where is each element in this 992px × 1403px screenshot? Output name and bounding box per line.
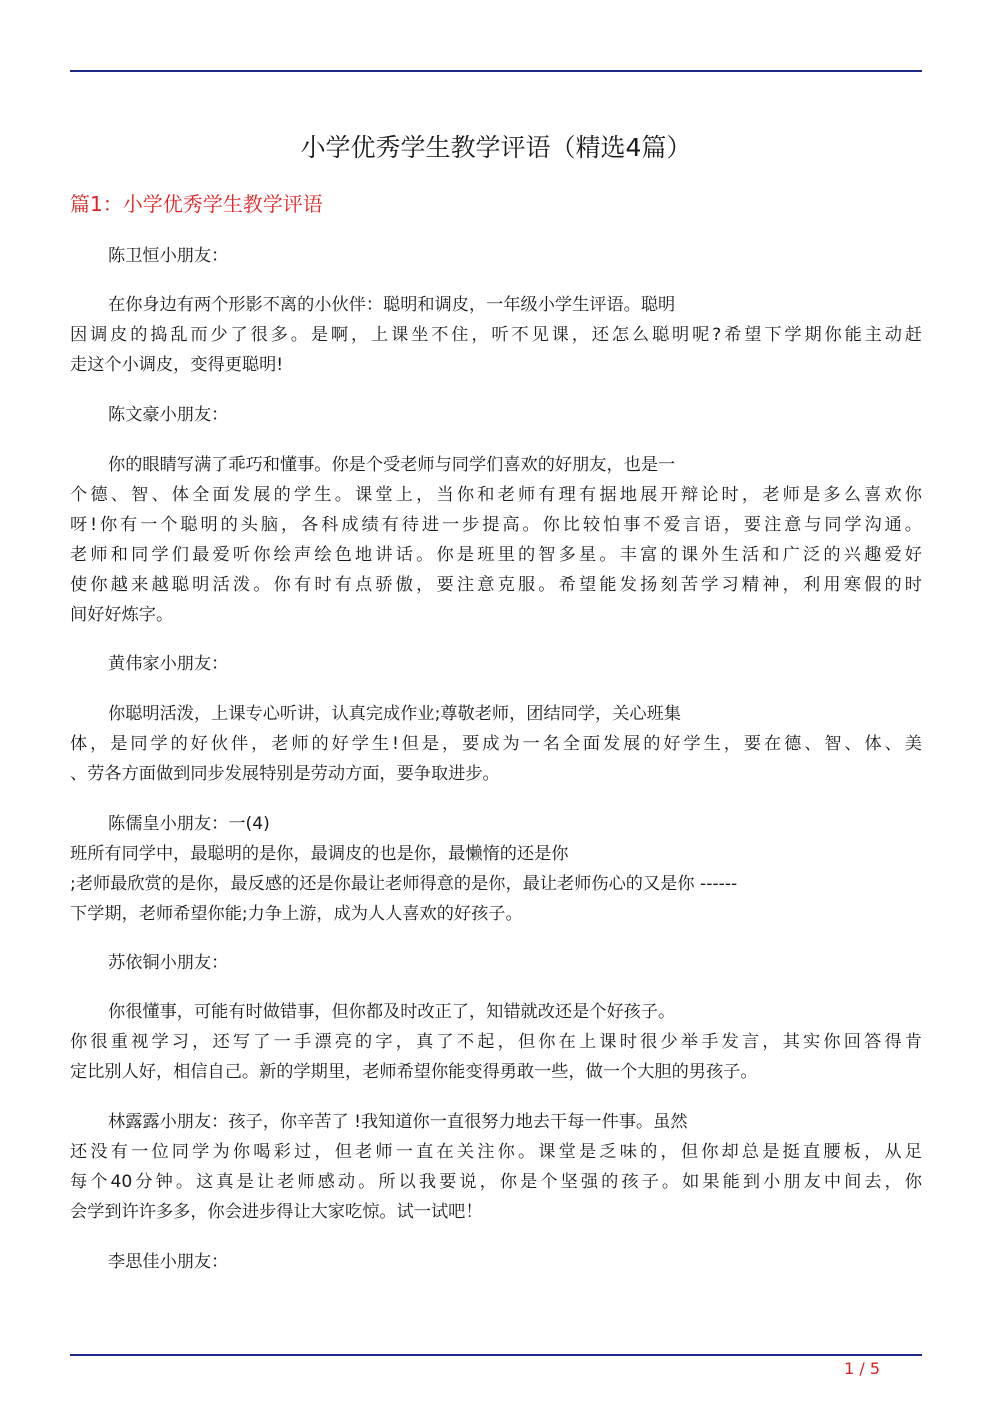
text-line: 体，是同学的好伙伴，老师的好学生!但是，要成为一名全面发展的好学生，要在德、智、体、美 <box>70 734 922 754</box>
text-line: 你很懂事，可能有时做错事，但你都及时改正了，知错就改还是个好孩子。 <box>108 1002 676 1022</box>
paragraph <box>70 400 922 430</box>
text-line: 还没有一位同学为你喝彩过，但老师一直在关注你。课堂是乏味的，但你却总是挺直腰板，从足 <box>70 1142 922 1162</box>
text-line: 陈儒皇小朋友：一(4) <box>108 814 270 834</box>
body-text <box>70 241 922 271</box>
text-line: 李思佳小朋友： <box>108 1252 229 1272</box>
paragraph <box>70 290 922 380</box>
text-line: 因调皮的捣乱而少了很多。是啊，上课坐不住，听不见课，还怎么聪明呢?希望下学期你能主动赶 <box>70 325 922 345</box>
body-text <box>70 1247 922 1277</box>
paragraph <box>70 809 922 929</box>
paragraph <box>70 241 922 271</box>
text-line: 每个40分钟。这真是让老师感动。所以我要说，你是个坚强的孩子。如果能到小朋友中间去，你 <box>70 1172 922 1192</box>
body-text <box>70 400 922 430</box>
body-text <box>70 649 922 679</box>
body-text <box>70 699 922 789</box>
paragraph <box>70 699 922 789</box>
body-text <box>70 809 922 929</box>
text-line: 间好好炼字。 <box>70 605 174 625</box>
text-line: 你的眼睛写满了乖巧和懂事。你是个受老师与同学们喜欢的好朋友，也是一 <box>108 455 676 475</box>
paragraph <box>70 1107 922 1227</box>
text-line: 陈文豪小朋友： <box>108 405 229 425</box>
body-text <box>70 1107 922 1227</box>
text-line: 你聪明活泼，上课专心听讲，认真完成作业;尊敬老师，团结同学，关心班集 <box>108 704 681 724</box>
paragraph <box>70 997 922 1087</box>
text-line: 陈卫恒小朋友： <box>108 246 229 266</box>
text-line: 老师和同学们最爱听你绘声绘色地讲话。你是班里的智多星。丰富的课外生活和广泛的兴趣爱好 <box>70 545 922 565</box>
text-line: 苏依铜小朋友： <box>108 953 229 973</box>
text-line: 走这个小调皮，变得更聪明! <box>70 355 284 375</box>
text-line: 、劳各方面做到同步发展特别是劳动方面，要争取进步。 <box>70 764 500 784</box>
text-line: 林露露小朋友：孩子，你辛苦了 !我知道你一直很努力地去干每一件事。虽然 <box>108 1112 688 1132</box>
paragraph <box>70 450 922 630</box>
paragraph <box>70 649 922 679</box>
body-text <box>70 450 922 630</box>
body-text <box>70 997 922 1087</box>
text-line: 使你越来越聪明活泼。你有时有点骄傲，要注意克服。希望能发扬刻苦学习精神，利用寒假的时 <box>70 575 922 595</box>
text-line: 呀!你有一个聪明的头脑，各科成绩有待进一步提高。你比较怕事不爱言语，要注意与同学沟通。 <box>70 515 922 535</box>
text-line: 会学到许许多多，你会进步得让大家吃惊。试一试吧！ <box>70 1202 483 1222</box>
footer-rule <box>70 1354 922 1356</box>
body-text <box>70 948 922 978</box>
text-line: 在你身边有两个形影不离的小伙伴：聪明和调皮，一年级小学生评语。聪明 <box>108 295 676 315</box>
text-line: 定比别人好，相信自己。新的学期里，老师希望你能变得勇敢一些，做一个大胆的男孩子。 <box>70 1062 758 1082</box>
document-title: 小学优秀学生教学评语（精选4篇） <box>300 133 692 162</box>
text-line: 个德、智、体全面发展的学生。课堂上，当你和老师有理有据地展开辩论时，老师是多么喜欢你 <box>70 485 922 505</box>
section-heading: 篇1：小学优秀学生教学评语 <box>70 192 323 216</box>
text-line: 下学期，老师希望你能;力争上游，成为人人喜欢的好孩子。 <box>70 904 523 924</box>
text-line: 黄伟家小朋友： <box>108 654 229 674</box>
paragraph <box>70 1247 922 1277</box>
text-line: 班所有同学中，最聪明的是你，最调皮的也是你，最懒惰的还是你 <box>70 844 569 864</box>
body-text <box>70 290 922 380</box>
text-line: ;老师最欣赏的是你，最反感的还是你最让老师得意的是你，最让老师伤心的又是你 ------ <box>70 874 738 894</box>
paragraph <box>70 948 922 978</box>
header-rule <box>70 70 922 72</box>
text-line: 你很重视学习，还写了一手漂亮的字，真了不起，但你在上课时很少举手发言，其实你回答得肯 <box>70 1032 922 1052</box>
page-number: 1 / 5 <box>844 1359 880 1378</box>
